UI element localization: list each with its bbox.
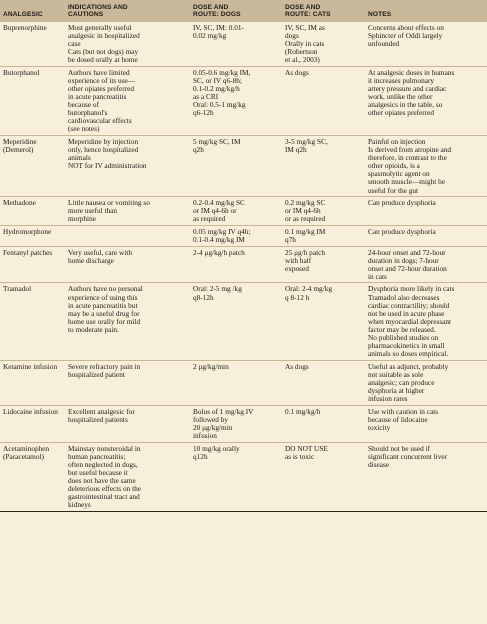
cell-line: Meperidine by injection <box>68 136 139 146</box>
cell-line: other opioids, is a <box>368 161 420 171</box>
cell-dose-cats <box>282 225 365 246</box>
cell-line: therefore, in contrast to the <box>368 153 447 163</box>
cell-dose-cats <box>282 283 365 360</box>
cell-line: analgesic; can produce <box>368 378 435 387</box>
cell-line: smooth muscle—might be <box>368 177 446 187</box>
cell-line: 10 mg/kg orally <box>193 443 240 453</box>
cell-line: q8-12h <box>193 292 214 302</box>
cell-line: 2 μg/kg/min <box>193 361 229 371</box>
header-dose-dogs: DOSE AND ROUTE: DOGS <box>190 0 282 22</box>
cell-dose-cats <box>282 197 365 226</box>
cell-line: dogs <box>285 30 299 40</box>
cell-line: home use orally for mild <box>68 316 141 326</box>
cell-line: Oral: 2-5 mg /kg <box>193 284 242 294</box>
cell-indications <box>65 197 190 226</box>
cell-dose-cats <box>282 442 365 511</box>
cell-line: Tramadol <box>3 284 32 294</box>
cell-notes <box>365 22 487 66</box>
header-indications: INDICATIONS AND CAUTIONS <box>65 0 190 22</box>
table-row <box>0 442 487 511</box>
cell-line: (Paracetamol) <box>3 451 44 461</box>
cell-line: exposed <box>285 263 309 273</box>
cell-line: followed by <box>193 414 229 424</box>
cell-line: As dogs <box>285 361 309 371</box>
cell-line: but useful because it <box>68 467 128 477</box>
cell-indications <box>65 66 190 135</box>
cell-line: useful for the gut <box>368 185 419 195</box>
cell-analgesic <box>0 360 65 405</box>
cell-line: gastrointestinal tract and <box>68 492 140 502</box>
cell-line: Tramadol also decreases <box>368 292 440 302</box>
cell-line: or as required <box>285 214 326 224</box>
cell-line: Authors have limited <box>68 67 130 77</box>
cell-analgesic <box>0 66 65 135</box>
cell-line: toxicity <box>368 422 391 432</box>
cell-line: 3-5 mg/kg SC, <box>285 136 328 146</box>
cell-line: only, hence hospitalized <box>68 145 139 155</box>
table-row <box>0 225 487 246</box>
cell-line: Most generally useful <box>68 22 132 32</box>
cell-indications <box>65 442 190 511</box>
cell-line: unfounded <box>368 38 400 48</box>
table-row <box>0 246 487 283</box>
cell-line: IV, SC, IM as <box>285 22 325 32</box>
cell-line: At analgesic doses in humans <box>368 67 455 77</box>
cell-line: hospitalized patients <box>68 414 128 424</box>
cell-indications <box>65 135 190 196</box>
table-row <box>0 197 487 226</box>
table-row <box>0 283 487 360</box>
cell-line: 0.05 mg/kg IV q4h; <box>193 226 251 236</box>
cell-dose-dogs <box>190 135 282 196</box>
cell-dose-cats <box>282 405 365 442</box>
cell-line: Useful as adjunct, probably <box>368 361 449 371</box>
table-row <box>0 405 487 442</box>
cell-dose-dogs <box>190 225 282 246</box>
cell-line: IV, SC, IM: 0.01- <box>193 22 244 32</box>
cell-line: in cats <box>368 271 387 281</box>
cell-indications <box>65 225 190 246</box>
cell-indications <box>65 405 190 442</box>
cell-line: not be used in acute phase <box>368 308 445 318</box>
cell-line: onset and 72-hour duration <box>368 263 447 273</box>
cell-line: as a CRI <box>193 92 219 101</box>
table-row <box>0 135 487 196</box>
cell-line: Can produce dysphoria <box>368 226 436 236</box>
cell-line: 5 mg/kg SC, IM <box>193 136 241 146</box>
table-row <box>0 360 487 405</box>
cell-line: Is derived from atropine and <box>368 145 452 155</box>
cell-line: often neglected in dogs, <box>68 459 138 469</box>
cell-line: deleterious effects on the <box>68 484 142 494</box>
cell-line: Oral: 0.5-1 mg/kg <box>193 100 246 110</box>
cell-line: Fentanyl patches <box>3 247 53 257</box>
cell-line: Sphincter of Oddi largely <box>368 30 443 40</box>
cell-line: not suitable as sole <box>368 369 424 379</box>
cell-line: kidneys <box>68 500 91 510</box>
cell-line: 24-hour onset and 72-hour <box>368 247 446 257</box>
cell-line: Dysphoria more likely in cats <box>368 284 455 294</box>
cell-line: with half <box>285 255 312 265</box>
cell-line: because of <box>68 100 99 110</box>
cell-dose-cats <box>282 66 365 135</box>
cell-analgesic <box>0 225 65 246</box>
cell-line: Butorphanol <box>3 67 40 77</box>
cell-analgesic <box>0 283 65 360</box>
cell-notes <box>365 197 487 226</box>
cell-line: Should not be used if <box>368 443 431 453</box>
cell-line: Bolus of 1 mg/kg IV <box>193 406 254 416</box>
cell-line: animals so doses empirical. <box>368 349 449 359</box>
cell-line: experience of using this <box>68 292 138 302</box>
cell-dose-dogs <box>190 360 282 405</box>
header-notes: NOTES <box>365 0 487 22</box>
cell-line: human pancreatitis; <box>68 451 126 461</box>
cell-dose-cats <box>282 246 365 283</box>
cell-line: 0.1-0.4 mg/kg IM <box>193 235 245 244</box>
cell-notes <box>365 225 487 246</box>
cell-line: Excellent analgesic for <box>68 406 135 416</box>
cell-dose-cats <box>282 22 365 66</box>
cell-line: NOT for IV administration <box>68 161 147 171</box>
cell-line: infusion <box>193 431 217 441</box>
cell-line: 0.2-0.4 mg/kg SC <box>193 198 245 208</box>
cell-line: as is toxic <box>285 451 315 461</box>
cell-line: q2h <box>193 145 204 155</box>
table-header <box>0 0 487 22</box>
cell-line: 0.02 mg/kg <box>193 30 227 40</box>
cell-line: Can produce dysphoria <box>368 198 436 208</box>
cell-line: et al., 2003) <box>285 55 320 65</box>
cell-dose-dogs <box>190 22 282 66</box>
cell-line: Severe refractory pain in <box>68 361 141 371</box>
cell-line: as required <box>193 214 226 224</box>
cell-line: experience of its use— <box>68 75 136 85</box>
cell-analgesic <box>0 135 65 196</box>
cell-line: animals <box>68 153 91 163</box>
cell-line: 25 μg/h patch <box>285 247 325 257</box>
cell-line: As dogs <box>285 67 309 77</box>
cell-line: q7h <box>285 235 296 244</box>
cell-line: analgesics in the table, so <box>368 100 443 110</box>
cell-line: 0.1 mg/kg/h <box>285 406 321 416</box>
cell-line: q6-12h <box>193 108 214 118</box>
cell-line: be dosed orally at home <box>68 55 138 65</box>
cell-dose-dogs <box>190 442 282 511</box>
cell-notes <box>365 360 487 405</box>
cell-dose-dogs <box>190 246 282 283</box>
cell-dose-dogs <box>190 283 282 360</box>
cell-dose-dogs <box>190 197 282 226</box>
cell-line: Oral: 2-4 mg/kg <box>285 284 333 294</box>
cell-line: Very useful, care with <box>68 247 133 257</box>
cell-line: analgesic in hospitalized <box>68 30 140 40</box>
cell-line: does not have the same <box>68 476 136 486</box>
cell-line: (see notes) <box>68 124 100 134</box>
cell-line: Hydromorphone <box>3 226 52 236</box>
cell-line: 20 μg/kg/min <box>193 422 233 432</box>
cell-line: butorphanol's <box>68 108 108 118</box>
cell-notes <box>365 135 487 196</box>
cell-line: Use with caution in cats <box>368 406 439 416</box>
cell-line: Painful on injection <box>368 136 426 146</box>
cell-line: infusion rates <box>368 394 408 404</box>
cell-notes <box>365 283 487 360</box>
cell-analgesic <box>0 246 65 283</box>
cell-indications <box>65 360 190 405</box>
cell-line: 0.1 mg/kg IM <box>285 226 326 236</box>
cell-line: in acute pancreatitis but <box>68 300 138 310</box>
cell-notes <box>365 246 487 283</box>
table-body <box>0 22 487 512</box>
cell-line: in acute pancreatitis <box>68 92 127 101</box>
cell-notes <box>365 442 487 511</box>
cell-line: cardiovascular effects <box>68 116 132 126</box>
table-row <box>0 22 487 66</box>
cell-line: other opiates preferred <box>68 83 135 93</box>
cell-line: disease <box>368 459 390 469</box>
cell-line: Orally in cats <box>285 38 325 48</box>
cell-line: Ketamine infusion <box>3 361 58 371</box>
cell-analgesic <box>0 22 65 66</box>
cell-line: work, unlike the other <box>368 92 433 101</box>
header-dose-cats: DOSE AND ROUTE: CATS <box>282 0 365 22</box>
header-analgesic: ANALGESIC <box>0 0 65 22</box>
cell-line: may be a useful drug for <box>68 308 140 318</box>
cell-notes <box>365 405 487 442</box>
cell-line: case <box>68 38 81 48</box>
cell-line: No published studies on <box>368 333 439 343</box>
cell-line: IM q2h <box>285 145 307 155</box>
cell-line: factor may be released. <box>368 324 436 334</box>
cell-line: hospitalized patient <box>68 369 125 379</box>
cell-line: or IM q4-6h <box>285 206 321 216</box>
cell-line: home discharge <box>68 255 114 265</box>
cell-analgesic <box>0 442 65 511</box>
cell-analgesic <box>0 405 65 442</box>
cell-line: other opiates preferred <box>368 108 435 118</box>
cell-line: DO NOT USE <box>285 443 328 453</box>
cell-indications <box>65 246 190 283</box>
cell-line: pharmacokinetics in small <box>368 341 445 351</box>
cell-dose-dogs <box>190 66 282 135</box>
cell-line: Little nausea or vomiting so <box>68 198 150 208</box>
cell-line: because of lidocaine <box>368 414 428 424</box>
cell-line: Cats (but not dogs) may <box>68 47 139 57</box>
cell-line: 0.2 mg/kg SC <box>285 198 326 208</box>
cell-line: 0.05-0.6 mg/kg IM, <box>193 67 251 77</box>
cell-line: significant concurrent liver <box>368 451 448 461</box>
cell-line: more useful than <box>68 206 118 216</box>
cell-line: Authors have no personal <box>68 284 143 294</box>
cell-line: q 8-12 h <box>285 292 310 302</box>
cell-line: (Demerol) <box>3 145 34 155</box>
cell-analgesic <box>0 197 65 226</box>
table-row <box>0 66 487 135</box>
cell-dose-cats <box>282 135 365 196</box>
cell-line: morphine <box>68 214 96 224</box>
cell-line: to moderate pain. <box>68 324 119 334</box>
cell-indications <box>65 22 190 66</box>
cell-line: 2-4 μg/kg/h patch <box>193 247 245 257</box>
cell-dose-dogs <box>190 405 282 442</box>
cell-line: (Robertson <box>285 47 318 57</box>
cell-line: Methadone <box>3 198 36 208</box>
cell-line: 0.1-0.2 mg/kg/h <box>193 83 240 93</box>
cell-notes <box>365 66 487 135</box>
cell-line: SC, or IV q6-8h; <box>193 75 242 85</box>
cell-line: duration in dogs; 7-hour <box>368 255 439 265</box>
cell-line: when myocardial depressant <box>368 316 452 326</box>
cell-line: cardiac contractility; should <box>368 300 450 310</box>
cell-indications <box>65 283 190 360</box>
cell-dose-cats <box>282 360 365 405</box>
cell-line: dysphoria at higher <box>368 386 425 396</box>
cell-line: Meperidine <box>3 136 37 146</box>
cell-line: it increases pulmonary <box>368 75 435 85</box>
cell-line: artery pressure and cardiac <box>368 83 447 93</box>
cell-line: q12h <box>193 451 208 461</box>
cell-line: or IM q4-6h or <box>193 206 237 216</box>
cell-line: Lidocaine infusion <box>3 406 58 416</box>
cell-line: Concerns about effects on <box>368 22 444 32</box>
cell-line: spasmolytic agent on <box>368 169 430 179</box>
cell-line: Mainstay nonsteroidal in <box>68 443 141 453</box>
cell-line: Acetaminophen <box>3 443 50 453</box>
cell-line: Buprenorphine <box>3 22 47 32</box>
